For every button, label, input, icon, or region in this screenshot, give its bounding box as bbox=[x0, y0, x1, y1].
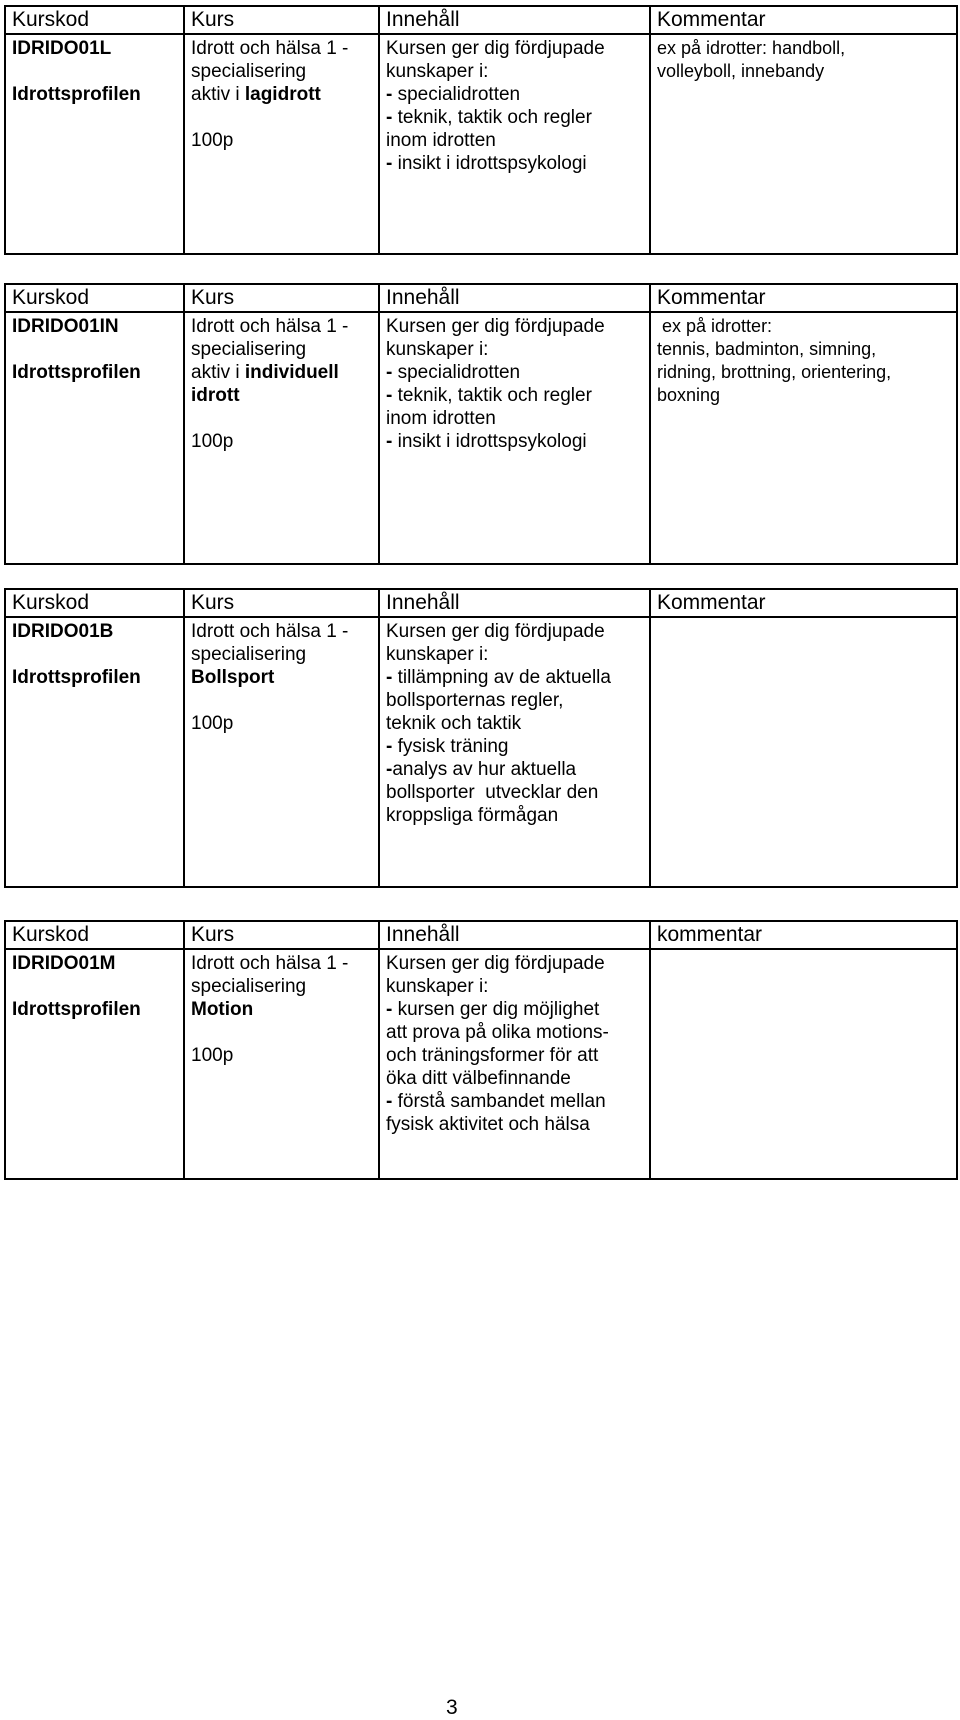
kommentar-cell bbox=[650, 312, 957, 564]
course-subtitle bbox=[191, 83, 378, 106]
kurskod-cell bbox=[5, 34, 184, 254]
content-bullet: - bbox=[386, 362, 393, 383]
content-bullet: - bbox=[386, 759, 393, 780]
course-code: IDRIDO01L bbox=[12, 38, 112, 59]
content-line: bollsporternas regler, bbox=[386, 690, 564, 711]
innehall-cell bbox=[379, 617, 650, 887]
kurs-cell bbox=[184, 34, 379, 254]
header-kurskod: Kurskod bbox=[5, 6, 184, 34]
course-points: 100p bbox=[191, 713, 234, 734]
content-line: kunskaper i: bbox=[386, 61, 489, 82]
content-line: - insikt i idrottspsykologi bbox=[386, 153, 587, 174]
spacer bbox=[191, 1021, 378, 1044]
course-points: 100p bbox=[191, 1045, 234, 1066]
header-kurskod: Kurskod bbox=[5, 921, 184, 949]
course-title-line: Idrott och hälsa 1 - bbox=[191, 621, 349, 642]
header-kommentar: Kommentar bbox=[650, 284, 957, 312]
header-kommentar: Kommentar bbox=[650, 6, 957, 34]
content-line: Kursen ger dig fördjupade bbox=[386, 316, 605, 337]
header-row bbox=[5, 921, 957, 949]
course-row bbox=[5, 617, 957, 887]
course-subtitle-prefix: aktiv i bbox=[191, 362, 245, 383]
content-bullet: - bbox=[386, 667, 393, 688]
content-bullet: - bbox=[386, 385, 393, 406]
course-subtitle-prefix: aktiv i bbox=[191, 84, 245, 105]
spacer bbox=[191, 106, 378, 129]
content-line: - fysisk träning bbox=[386, 736, 509, 757]
content-line: öka ditt välbefinnande bbox=[386, 1068, 571, 1089]
course-title-line: specialisering bbox=[191, 339, 307, 360]
content-line: - specialidrotten bbox=[386, 84, 521, 105]
content-line: och träningsformer för att bbox=[386, 1045, 599, 1066]
content-line: kunskaper i: bbox=[386, 976, 489, 997]
kommentar-cell bbox=[650, 949, 957, 1179]
comment-line: boxning bbox=[657, 385, 721, 405]
course-code: IDRIDO01IN bbox=[12, 316, 119, 337]
content-line: - förstå sambandet mellan bbox=[386, 1091, 606, 1112]
header-kommentar: Kommentar bbox=[650, 589, 957, 617]
course-code: IDRIDO01B bbox=[12, 621, 114, 642]
course-table bbox=[4, 588, 958, 888]
header-innehall: Innehåll bbox=[379, 284, 650, 312]
course-title-line: Idrott och hälsa 1 - bbox=[191, 38, 349, 59]
course-title-line: specialisering bbox=[191, 61, 307, 82]
course-code: IDRIDO01M bbox=[12, 953, 116, 974]
header-kommentar: kommentar bbox=[650, 921, 957, 949]
content-line: - specialidrotten bbox=[386, 362, 521, 383]
course-table bbox=[4, 283, 958, 565]
profile-label: Idrottsprofilen bbox=[12, 362, 141, 383]
header-innehall: Innehåll bbox=[379, 921, 650, 949]
header-innehall: Innehåll bbox=[379, 6, 650, 34]
header-row bbox=[5, 6, 957, 34]
content-bullet: - bbox=[386, 1091, 393, 1112]
content-bullet: - bbox=[386, 153, 393, 174]
content-line: att prova på olika motions- bbox=[386, 1022, 609, 1043]
content-bullet: - bbox=[386, 999, 393, 1020]
course-subtitle bbox=[191, 666, 378, 689]
spacer bbox=[191, 407, 378, 430]
kurs-cell bbox=[184, 312, 379, 564]
kommentar-cell bbox=[650, 617, 957, 887]
kurskod-cell bbox=[5, 949, 184, 1179]
innehall-cell bbox=[379, 34, 650, 254]
header-kurskod: Kurskod bbox=[5, 589, 184, 617]
content-line: -analys av hur aktuella bbox=[386, 759, 577, 780]
course-points: 100p bbox=[191, 130, 234, 151]
content-line: - insikt i idrottspsykologi bbox=[386, 431, 587, 452]
content-line: kunskaper i: bbox=[386, 339, 489, 360]
comment-line: tennis, badminton, simning, bbox=[657, 339, 877, 359]
kommentar-cell bbox=[650, 34, 957, 254]
course-row bbox=[5, 34, 957, 254]
course-title-line: Idrott och hälsa 1 - bbox=[191, 316, 349, 337]
spacer bbox=[12, 975, 183, 998]
header-kurs: Kurs bbox=[184, 284, 379, 312]
content-bullet: - bbox=[386, 107, 393, 128]
content-bullet: - bbox=[386, 431, 393, 452]
course-points: 100p bbox=[191, 431, 234, 452]
course-subtitle-bold: Bollsport bbox=[191, 667, 275, 688]
content-line: Kursen ger dig fördjupade bbox=[386, 38, 605, 59]
course-subtitle bbox=[191, 361, 378, 384]
content-line: - teknik, taktik och regler bbox=[386, 385, 592, 406]
course-row bbox=[5, 312, 957, 564]
course-table bbox=[4, 5, 958, 255]
course-title-line: specialisering bbox=[191, 976, 307, 997]
comment-line: volleyboll, innebandy bbox=[657, 61, 825, 81]
profile-label: Idrottsprofilen bbox=[12, 667, 141, 688]
course-subtitle-bold: Motion bbox=[191, 999, 254, 1020]
content-line: inom idrotten bbox=[386, 408, 496, 429]
spacer bbox=[12, 643, 183, 666]
content-line: teknik och taktik bbox=[386, 713, 522, 734]
comment-line: ridning, brottning, orientering, bbox=[657, 362, 892, 382]
content-line: bollsporter utvecklar den bbox=[386, 782, 599, 803]
header-kurs: Kurs bbox=[184, 589, 379, 617]
profile-label: Idrottsprofilen bbox=[12, 999, 141, 1020]
innehall-cell bbox=[379, 949, 650, 1179]
course-table bbox=[4, 920, 958, 1180]
content-line: kunskaper i: bbox=[386, 644, 489, 665]
content-line: inom idrotten bbox=[386, 130, 496, 151]
content-line: Kursen ger dig fördjupade bbox=[386, 953, 605, 974]
profile-label: Idrottsprofilen bbox=[12, 84, 141, 105]
header-row bbox=[5, 589, 957, 617]
comment-line: ex på idrotter: bbox=[657, 316, 773, 336]
content-bullet: - bbox=[386, 84, 393, 105]
course-row bbox=[5, 949, 957, 1179]
kurskod-cell bbox=[5, 312, 184, 564]
content-line: - tillämpning av de aktuella bbox=[386, 667, 611, 688]
header-kurskod: Kurskod bbox=[5, 284, 184, 312]
content-line: fysisk aktivitet och hälsa bbox=[386, 1114, 590, 1135]
course-subtitle-line2: idrott bbox=[191, 385, 240, 406]
header-kurs: Kurs bbox=[184, 921, 379, 949]
comment-line: ex på idrotter: handboll, bbox=[657, 38, 846, 58]
page-number: 3 bbox=[446, 1696, 458, 1719]
kurskod-cell bbox=[5, 617, 184, 887]
header-kurs: Kurs bbox=[184, 6, 379, 34]
content-line: - kursen ger dig möjlighet bbox=[386, 999, 600, 1020]
innehall-cell bbox=[379, 312, 650, 564]
course-title-line: Idrott och hälsa 1 - bbox=[191, 953, 349, 974]
content-line: Kursen ger dig fördjupade bbox=[386, 621, 605, 642]
course-subtitle-bold: lagidrott bbox=[244, 84, 321, 105]
content-bullet: - bbox=[386, 736, 393, 757]
course-title-line: specialisering bbox=[191, 644, 307, 665]
spacer bbox=[191, 689, 378, 712]
course-subtitle-bold: individuell bbox=[244, 362, 339, 383]
course-subtitle bbox=[191, 998, 378, 1021]
header-row bbox=[5, 284, 957, 312]
content-line: - teknik, taktik och regler bbox=[386, 107, 592, 128]
spacer bbox=[12, 338, 183, 361]
header-innehall: Innehåll bbox=[379, 589, 650, 617]
kurs-cell bbox=[184, 617, 379, 887]
spacer bbox=[12, 60, 183, 83]
kurs-cell bbox=[184, 949, 379, 1179]
content-line: kroppsliga förmågan bbox=[386, 805, 559, 826]
